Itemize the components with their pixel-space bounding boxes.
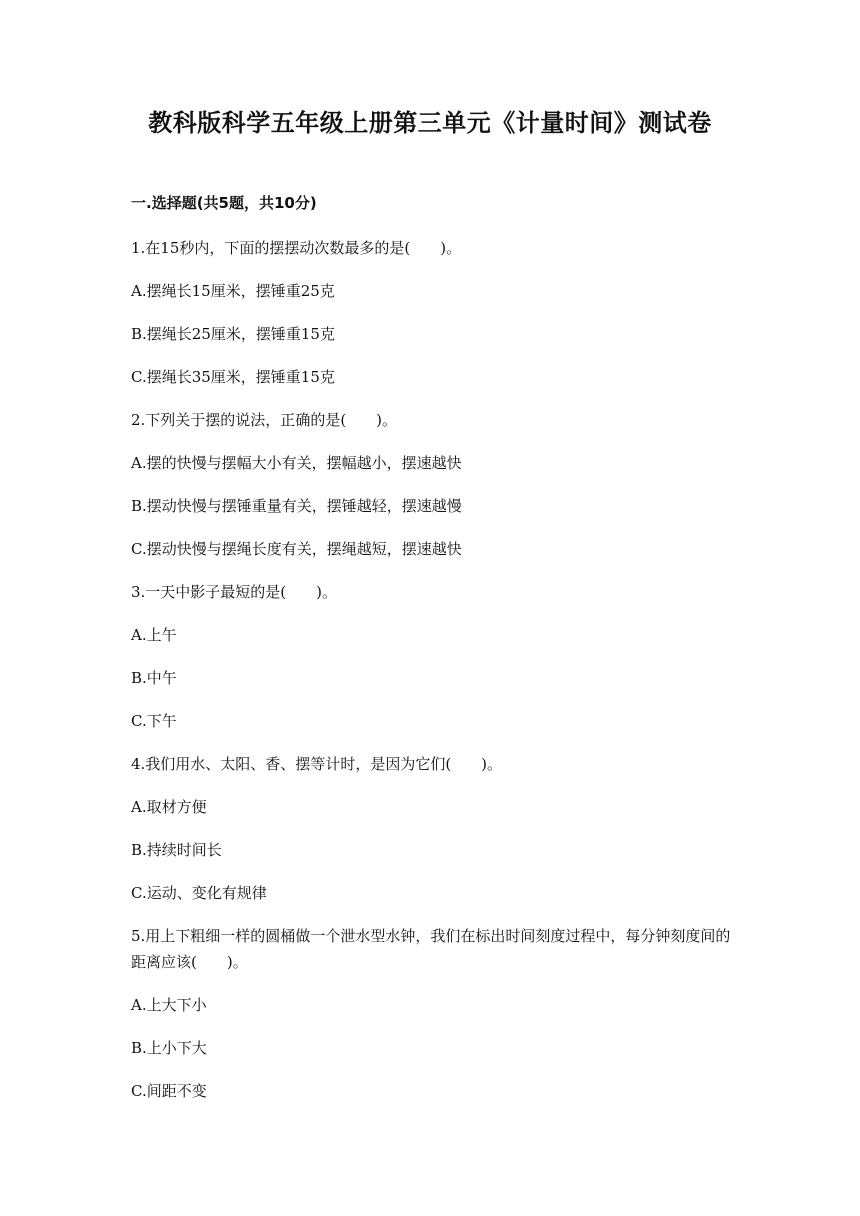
option-a: A.取材方便 (131, 798, 207, 816)
option-c: C.运动、变化有规律 (131, 884, 267, 902)
question-stem: 2.下列关于摆的说法，正确的是( )。 (131, 411, 398, 429)
option-c: C.摆绳长35厘米，摆锤重15克 (131, 368, 335, 386)
option-b: B.上小下大 (131, 1039, 207, 1057)
question-1 (131, 235, 731, 390)
option-a: A.上大下小 (131, 996, 207, 1014)
option-c: C.摆动快慢与摆绳长度有关，摆绳越短，摆速越快 (131, 540, 462, 558)
option-c: C.下午 (131, 712, 177, 730)
option-a: A.上午 (131, 626, 177, 644)
option-c: C.间距不变 (131, 1082, 207, 1100)
option-b: B.持续时间长 (131, 841, 222, 859)
question-stem: 3.一天中影子最短的是( )。 (131, 583, 338, 601)
option-b: B.中午 (131, 669, 177, 687)
option-b: B.摆绳长25厘米，摆锤重15克 (131, 325, 335, 343)
page-title: 教科版科学五年级上册第三单元《计量时间》测试卷 (148, 109, 712, 137)
question-2 (131, 407, 731, 562)
section-heading: 一.选择题(共5题，共10分) (131, 194, 317, 212)
option-a: A.摆绳长15厘米，摆锤重25克 (131, 282, 335, 300)
option-b: B.摆动快慢与摆锤重量有关，摆锤越轻，摆速越慢 (131, 497, 462, 515)
question-4 (131, 751, 731, 906)
question-stem: 4.我们用水、太阳、香、摆等计时，是因为它们( )。 (131, 755, 503, 773)
question-stem: 5.用上下粗细一样的圆桶做一个泄水型水钟，我们在标出时间刻度过程中，每分钟刻度间的距离应该( )。 (131, 927, 731, 971)
question-list (131, 235, 731, 1121)
question-3 (131, 579, 731, 734)
option-a: A.摆的快慢与摆幅大小有关，摆幅越小，摆速越快 (131, 454, 462, 472)
question-5 (131, 923, 731, 1104)
question-stem: 1.在15秒内，下面的摆摆动次数最多的是( )。 (131, 239, 462, 257)
